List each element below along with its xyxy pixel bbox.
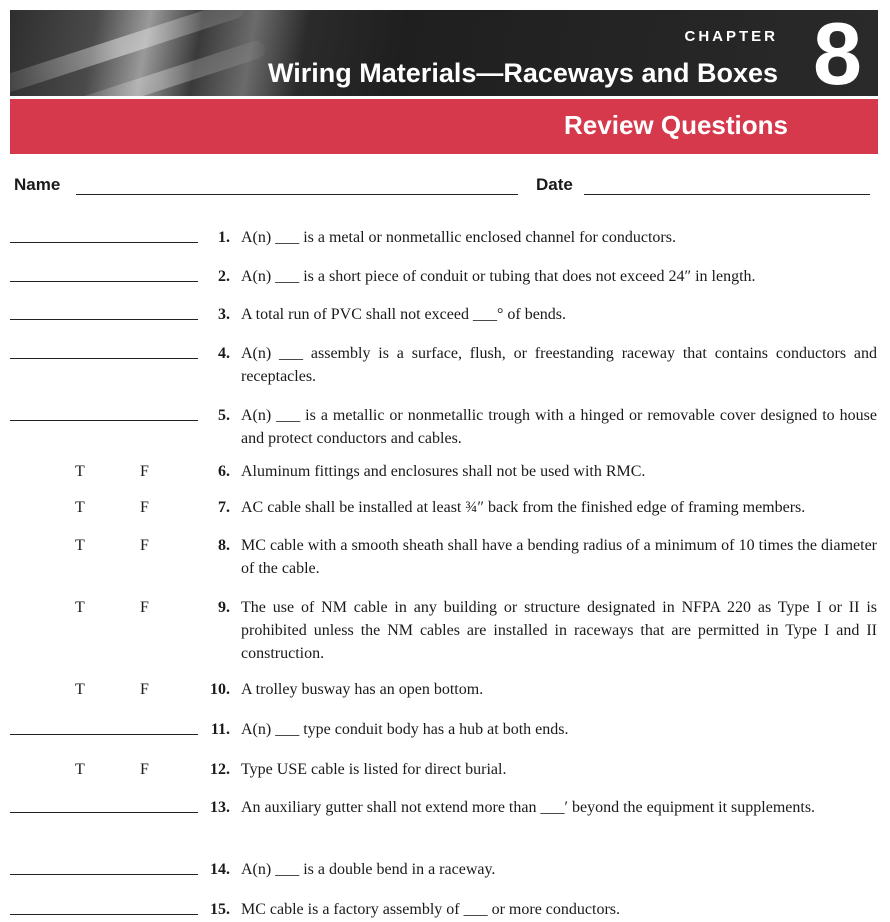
chapter-title: Wiring Materials—Raceways and Boxes <box>268 58 778 88</box>
question-text: AC cable shall be installed at least ¾″ back from the finished edge of framing members. <box>241 499 806 516</box>
false-option[interactable]: F <box>140 599 149 616</box>
question-text: Type USE cable is listed for direct burial. <box>241 761 507 778</box>
true-option[interactable]: T <box>75 499 85 516</box>
question-number: 7. <box>218 499 230 516</box>
question-text: MC cable is a factory assembly of ___ or more conductors. <box>241 901 621 918</box>
false-option[interactable]: F <box>140 761 149 778</box>
question-number: 5. <box>218 407 230 424</box>
question-number: 15. <box>210 901 230 918</box>
question-number: 14. <box>210 861 230 878</box>
true-option[interactable]: T <box>75 681 85 698</box>
question-text: A(n) ___ type conduit body has a hub at both ends. <box>241 721 569 738</box>
name-label: Name <box>14 175 61 194</box>
question-text: A(n) ___ is a double bend in a raceway. <box>241 861 496 878</box>
date-label: Date <box>536 175 573 194</box>
question-number: 3. <box>218 306 230 323</box>
question-text: A(n) ___ is a metal or nonmetallic enclosed channel for conductors. <box>241 229 676 246</box>
question-number: 6. <box>218 463 230 480</box>
question-text: MC cable with a smooth sheath shall have a bending radius of a minimum of 10 times the diameter of the cable. <box>241 537 877 577</box>
question-number: 11. <box>210 721 230 738</box>
false-option[interactable]: F <box>140 499 149 516</box>
answer-blank[interactable] <box>10 242 198 243</box>
question-number: 12. <box>210 761 230 778</box>
answer-blank[interactable] <box>10 420 198 421</box>
question-number: 2. <box>218 268 230 285</box>
question-number: 9. <box>218 599 230 616</box>
true-option[interactable]: T <box>75 537 85 554</box>
false-option[interactable]: F <box>140 463 149 480</box>
question-text: A(n) ___ is a short piece of conduit or tubing that does not exceed 24″ in length. <box>241 268 756 285</box>
answer-blank[interactable] <box>10 281 198 282</box>
question-text: A total run of PVC shall not exceed ___° of bends. <box>241 306 567 323</box>
true-option[interactable]: T <box>75 761 85 778</box>
answer-blank[interactable] <box>10 358 198 359</box>
question-text: A(n) ___ is a metallic or nonmetallic trough with a hinged or removable cover designed to house and protect conductors and cables. <box>241 407 877 447</box>
question-number: 1. <box>218 229 230 246</box>
section-title: Review Questions <box>564 110 788 140</box>
question-text: The use of NM cable in any building or structure designated in NFPA 220 as Type I or II is prohibited unless the NM cables are installed in raceways that are permitted in Type I and II construction. <box>241 599 877 662</box>
question-text: A(n) ___ assembly is a surface, flush, or freestanding raceway that contains conductors and receptacles. <box>241 345 877 385</box>
true-option[interactable]: T <box>75 599 85 616</box>
question-number: 4. <box>218 345 230 362</box>
answer-blank[interactable] <box>10 914 198 915</box>
question-text: An auxiliary gutter shall not extend more than ___′ beyond the equipment it supplements. <box>241 799 816 816</box>
question-number: 10. <box>210 681 230 698</box>
question-text: Aluminum fittings and enclosures shall not be used with RMC. <box>241 463 646 480</box>
question-number: 13. <box>210 799 230 816</box>
chapter-number: 8 <box>813 10 862 96</box>
false-option[interactable]: F <box>140 537 149 554</box>
answer-blank[interactable] <box>10 734 198 735</box>
answer-blank[interactable] <box>10 319 198 320</box>
answer-blank[interactable] <box>10 874 198 875</box>
answer-blank[interactable] <box>10 812 198 813</box>
question-number: 8. <box>218 537 230 554</box>
chapter-label: CHAPTER <box>684 28 778 45</box>
question-text: A trolley busway has an open bottom. <box>241 681 484 698</box>
false-option[interactable]: F <box>140 681 149 698</box>
true-option[interactable]: T <box>75 463 85 480</box>
